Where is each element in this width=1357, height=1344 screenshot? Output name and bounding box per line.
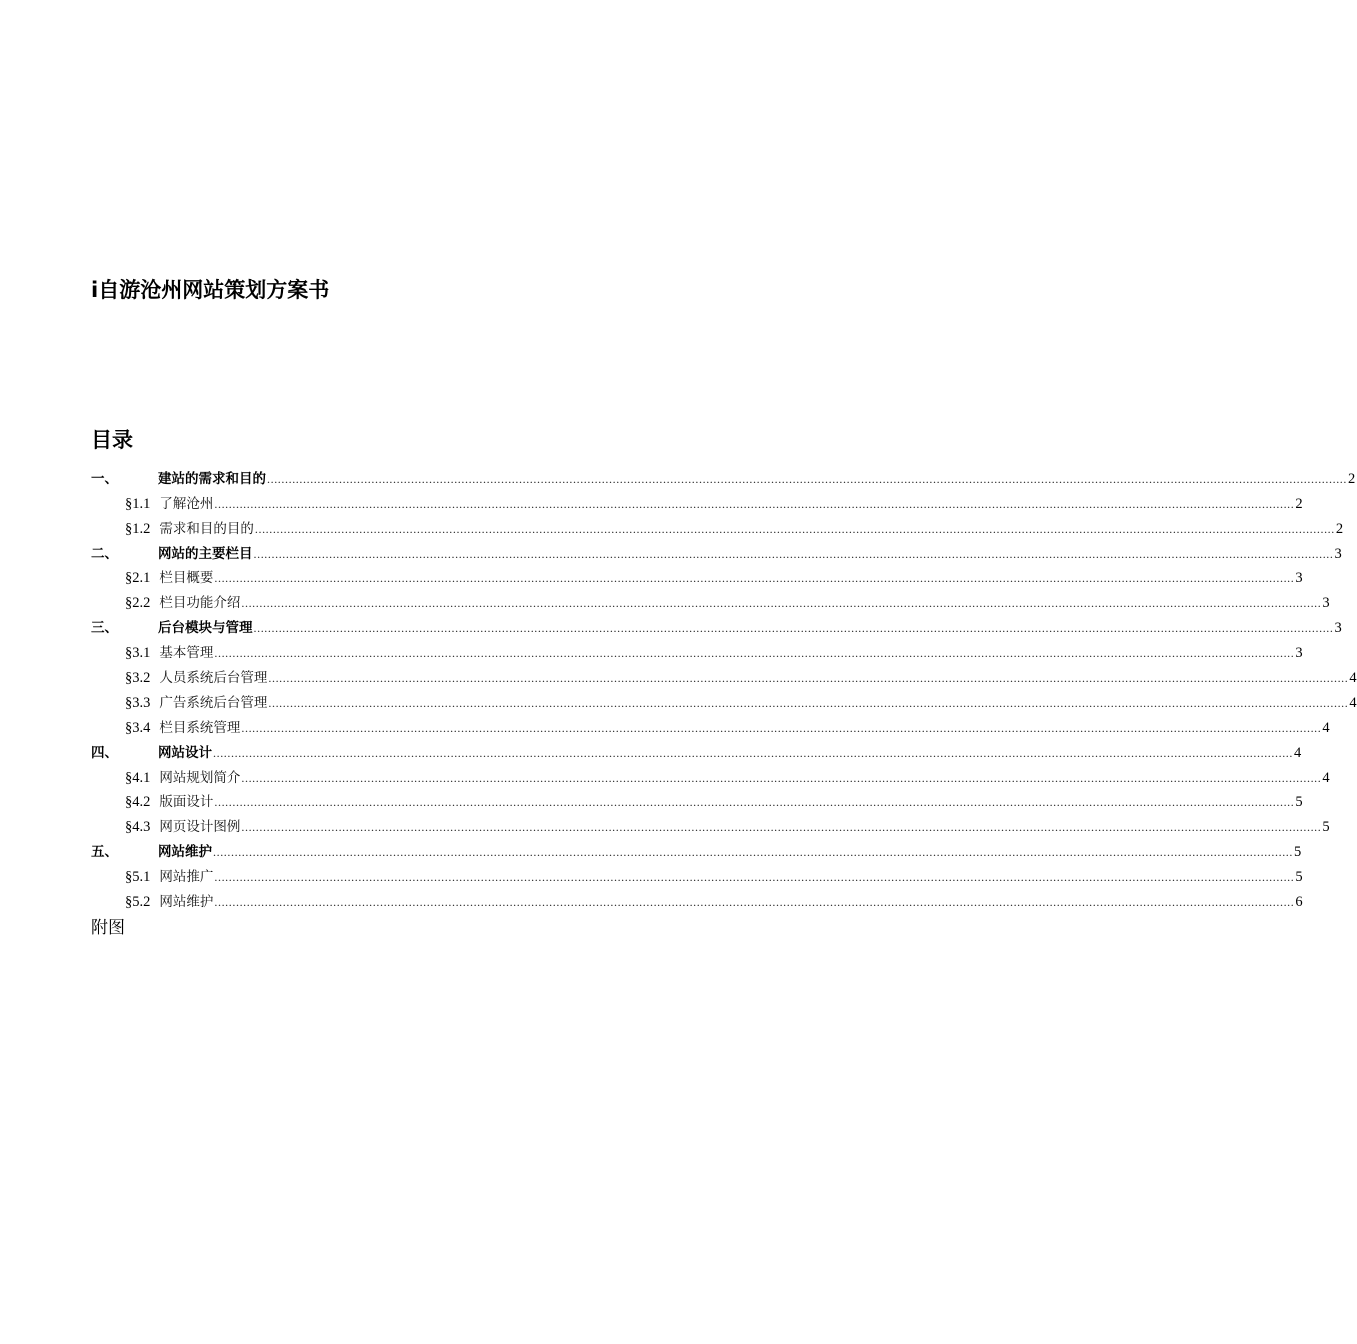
toc-dot-leader: ............................................................................................................................................................................................................................................................................................................ — [241, 596, 1322, 611]
toc-entry-label: 后台模块与管理 — [158, 620, 253, 637]
toc-dot-leader: ............................................................................................................................................................................................................................................................................................................ — [254, 521, 1335, 536]
toc-page-number: 5 — [1295, 794, 1303, 811]
toc-page-number: 6 — [1295, 894, 1303, 911]
appendix-label: 附图 — [91, 918, 125, 938]
toc-entry-number: 四、 — [91, 744, 118, 761]
table-of-contents — [91, 462, 1357, 911]
toc-dot-leader: ............................................................................................................................................................................................................................................................................................................ — [268, 695, 1349, 710]
document-title: i自游沧州网站策划方案书 — [91, 278, 330, 302]
toc-entry-number: §5.1 — [125, 869, 151, 886]
toc-entry-number: §1.2 — [125, 520, 151, 537]
toc-entry-label: 网页设计图例 — [159, 819, 241, 836]
toc-entry-label: 网站设计 — [158, 744, 212, 761]
toc-entry-label: 网站维护 — [158, 844, 212, 861]
toc-page-number: 4 — [1322, 719, 1330, 736]
toc-section-entry[interactable] — [91, 512, 1344, 537]
toc-entry-label: 版面设计 — [159, 794, 214, 811]
toc-entry-number: §2.1 — [125, 570, 151, 587]
toc-dot-leader: ............................................................................................................................................................................................................................................................................................................ — [214, 870, 1295, 885]
toc-page-number: 2 — [1348, 470, 1356, 487]
toc-dot-leader: ............................................................................................................................................................................................................................................................................................................ — [253, 621, 1334, 636]
toc-entry-number: 三、 — [91, 620, 118, 637]
toc-dot-leader: ............................................................................................................................................................................................................................................................................................................ — [267, 471, 1347, 486]
toc-section-entry[interactable] — [91, 761, 1330, 786]
toc-section-entry[interactable] — [91, 686, 1357, 711]
toc-entry-number: §4.1 — [125, 769, 151, 786]
toc-entry-label: 建站的需求和目的 — [158, 470, 266, 487]
toc-page-number: 5 — [1294, 844, 1302, 861]
toc-dot-leader: ............................................................................................................................................................................................................................................................................................................ — [214, 496, 1295, 511]
toc-page-number: 2 — [1295, 495, 1303, 512]
toc-entry-label: 广告系统后台管理 — [159, 694, 268, 711]
toc-entry-number: §3.1 — [125, 645, 151, 662]
toc-entry-number: §4.3 — [125, 819, 151, 836]
toc-section-entry[interactable] — [91, 810, 1330, 836]
toc-page-number: 3 — [1334, 545, 1342, 562]
toc-section-entry[interactable] — [91, 786, 1303, 811]
toc-entry-label: 栏目概要 — [159, 570, 214, 587]
toc-dot-leader: ............................................................................................................................................................................................................................................................................................................ — [213, 745, 1293, 760]
toc-entry-number: §5.2 — [125, 894, 151, 911]
toc-page-number: 3 — [1295, 645, 1303, 662]
toc-entry-label: 了解沧州 — [159, 495, 214, 512]
toc-entry-number: §1.1 — [125, 495, 151, 512]
toc-entry-number: §2.2 — [125, 595, 151, 612]
toc-entry-number: 二、 — [91, 545, 118, 562]
toc-page-number: 3 — [1322, 595, 1330, 612]
toc-page-number: 2 — [1335, 520, 1344, 537]
toc-dot-leader: ............................................................................................................................................................................................................................................................................................................ — [213, 845, 1293, 860]
toc-chapter-entry[interactable] — [91, 537, 1342, 562]
toc-chapter-entry[interactable] — [91, 835, 1302, 861]
toc-page-number: 4 — [1349, 694, 1357, 711]
toc-section-entry[interactable] — [91, 711, 1330, 736]
toc-section-entry[interactable] — [91, 562, 1303, 587]
toc-dot-leader: ............................................................................................................................................................................................................................................................................................................ — [241, 720, 1322, 735]
toc-page-number: 4 — [1349, 670, 1357, 687]
toc-entry-label: 基本管理 — [159, 645, 214, 662]
toc-entry-number: §3.4 — [125, 719, 151, 736]
toc-entry-label: 网站维护 — [159, 894, 214, 911]
toc-dot-leader: ............................................................................................................................................................................................................................................................................................................ — [214, 646, 1295, 661]
toc-entry-label: 栏目系统管理 — [159, 719, 241, 736]
toc-entry-label: 需求和目的目的 — [159, 520, 254, 537]
toc-entry-label: 人员系统后台管理 — [159, 670, 268, 687]
toc-section-entry[interactable] — [91, 636, 1303, 662]
toc-dot-leader: ............................................................................................................................................................................................................................................................................................................ — [253, 546, 1334, 561]
toc-page-number: 4 — [1322, 769, 1330, 786]
toc-section-entry[interactable] — [91, 860, 1303, 886]
toc-section-entry[interactable] — [91, 661, 1357, 687]
toc-page-number: 3 — [1295, 570, 1303, 587]
toc-entry-label: 网站规划简介 — [159, 769, 241, 786]
toc-dot-leader: ............................................................................................................................................................................................................................................................................................................ — [268, 671, 1349, 686]
toc-page-number: 3 — [1334, 620, 1342, 637]
toc-entry-label: 网站推广 — [159, 869, 214, 886]
toc-entry-label: 栏目功能介绍 — [159, 595, 241, 612]
toc-entry-number: §3.2 — [125, 670, 151, 687]
toc-page-number: 5 — [1322, 819, 1330, 836]
toc-dot-leader: ............................................................................................................................................................................................................................................................................................................ — [214, 895, 1295, 910]
toc-page-number: 4 — [1294, 744, 1302, 761]
toc-dot-leader: ............................................................................................................................................................................................................................................................................................................ — [214, 795, 1295, 810]
toc-dot-leader: ............................................................................................................................................................................................................................................................................................................ — [241, 820, 1322, 835]
toc-chapter-entry[interactable] — [91, 611, 1342, 637]
toc-section-entry[interactable] — [91, 487, 1303, 512]
toc-entry-number: 一、 — [91, 470, 118, 487]
toc-section-entry[interactable] — [91, 586, 1330, 612]
toc-entry-label: 网站的主要栏目 — [158, 545, 253, 562]
toc-entry-number: §4.2 — [125, 794, 151, 811]
toc-heading: 目录 — [91, 428, 133, 452]
toc-entry-number: 五、 — [91, 844, 118, 861]
toc-chapter-entry[interactable] — [91, 462, 1356, 487]
toc-chapter-entry[interactable] — [91, 736, 1302, 761]
toc-dot-leader: ............................................................................................................................................................................................................................................................................................................ — [214, 571, 1295, 586]
toc-dot-leader: ............................................................................................................................................................................................................................................................................................................ — [241, 770, 1322, 785]
toc-section-entry[interactable] — [91, 885, 1303, 911]
toc-entry-number: §3.3 — [125, 694, 151, 711]
toc-page-number: 5 — [1295, 869, 1303, 886]
